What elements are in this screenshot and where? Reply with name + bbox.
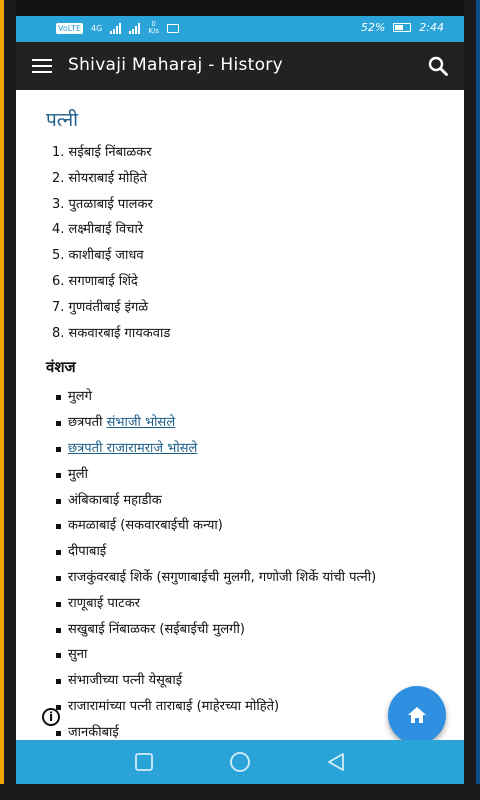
list-item: अंबिकाबाई महाडीक: [46, 488, 464, 514]
list-item: 3. पुतळाबाई पालकर: [52, 196, 153, 212]
info-icon[interactable]: i: [42, 708, 60, 726]
clock: 2:44: [419, 21, 444, 34]
status-bar: [16, 16, 464, 42]
speed-value: 0: [151, 20, 156, 28]
battery-percent: 52%: [360, 21, 386, 34]
wife-name: गुणवंतीबाई इंगळे: [68, 299, 149, 315]
search-icon[interactable]: [428, 56, 448, 76]
message-icon: [167, 24, 179, 33]
phone-screen: [16, 16, 464, 784]
device-frame-bottom: [0, 784, 480, 800]
status-right: [361, 21, 444, 34]
wife-name: सगणाबाई शिंदे: [68, 273, 138, 289]
app-bar: [16, 42, 464, 90]
list-item: राणूबाई पाटकर: [46, 591, 464, 617]
battery-fill: [395, 25, 402, 30]
device-frame-right: [464, 0, 480, 800]
device-frame-left: [0, 0, 16, 800]
wives-list: [46, 140, 464, 346]
wife-name: सकवारबाई गायकवाड: [68, 325, 171, 341]
list-item-son-2: [46, 436, 464, 462]
lineage-heading: वंशज: [46, 358, 76, 377]
list-item: 7. गुणवंतीबाई इंगळे: [52, 299, 149, 315]
wife-name: लक्ष्मीबाई विचारे: [68, 222, 144, 238]
signal-icon-2: [129, 23, 140, 34]
hamburger-menu-icon[interactable]: [32, 59, 52, 73]
list-item: 6. सगणाबाई शिंदे: [52, 273, 138, 289]
sim-tag: 4G: [91, 23, 103, 33]
list-item: राजकुंवरबाई शिर्के (सगुणाबाईची मुलगी, गणोजी शिर्के यांची पत्नी): [46, 565, 464, 591]
link-rajaram[interactable]: छत्रपती राजारामराजे भोसले: [68, 440, 198, 456]
wife-name: पुतळाबाई पालकर: [68, 196, 153, 212]
battery-icon: [393, 23, 411, 32]
recent-apps-icon[interactable]: [132, 750, 156, 774]
app-title: Shivaji Maharaj - History: [68, 55, 283, 75]
article-content[interactable]: [16, 90, 464, 740]
list-item: 5. काशीबाई जाधव: [52, 248, 144, 264]
wife-name: काशीबाई जाधव: [68, 248, 144, 264]
network-speed: [148, 21, 159, 35]
wives-heading: पत्नी: [46, 109, 79, 131]
system-nav-bar: [16, 740, 464, 784]
list-item: कमळाबाई (सकवारबाईची कन्या): [46, 513, 464, 539]
signal-icon: [110, 23, 121, 34]
list-item-son-1: [46, 410, 464, 436]
list-item: जानकीबाई: [46, 720, 464, 746]
list-item: 8. सकवारबाई गायकवाड: [52, 325, 171, 341]
home-icon: [407, 705, 427, 725]
list-item: 1. सईबाई निंबाळकर: [52, 145, 152, 160]
list-item: राजारामांच्या पत्नी ताराबाई (माहेरच्या मोहिते): [46, 694, 464, 720]
wife-name: सोयराबाई मोहिते: [68, 170, 148, 186]
son-prefix: छत्रपती: [68, 415, 107, 431]
volte-badge: VoLTE: [58, 23, 82, 33]
back-icon[interactable]: [324, 750, 348, 774]
list-item: दीपाबाई: [46, 539, 464, 565]
speed-unit: K/s: [148, 27, 159, 35]
list-item-daughters-in-law: सुना: [46, 642, 464, 668]
link-sambhaji[interactable]: संभाजी भोसले: [106, 415, 176, 431]
list-item-daughters: मुली: [46, 462, 464, 488]
list-item-sons: मुलगे: [46, 384, 464, 410]
status-left: [56, 21, 179, 35]
list-item: 2. सोयराबाई मोहिते: [52, 170, 148, 186]
wife-name: सईबाई निंबाळकर: [68, 145, 152, 160]
list-item: संभाजीच्या पत्नी येसूबाई: [46, 668, 464, 694]
list-item: सखुबाई निंबाळकर (सईबाईची मुलगी): [46, 617, 464, 643]
home-circle-icon[interactable]: [228, 750, 252, 774]
home-fab-button[interactable]: [388, 686, 446, 744]
list-item: 4. लक्ष्मीबाई विचारे: [52, 222, 144, 238]
